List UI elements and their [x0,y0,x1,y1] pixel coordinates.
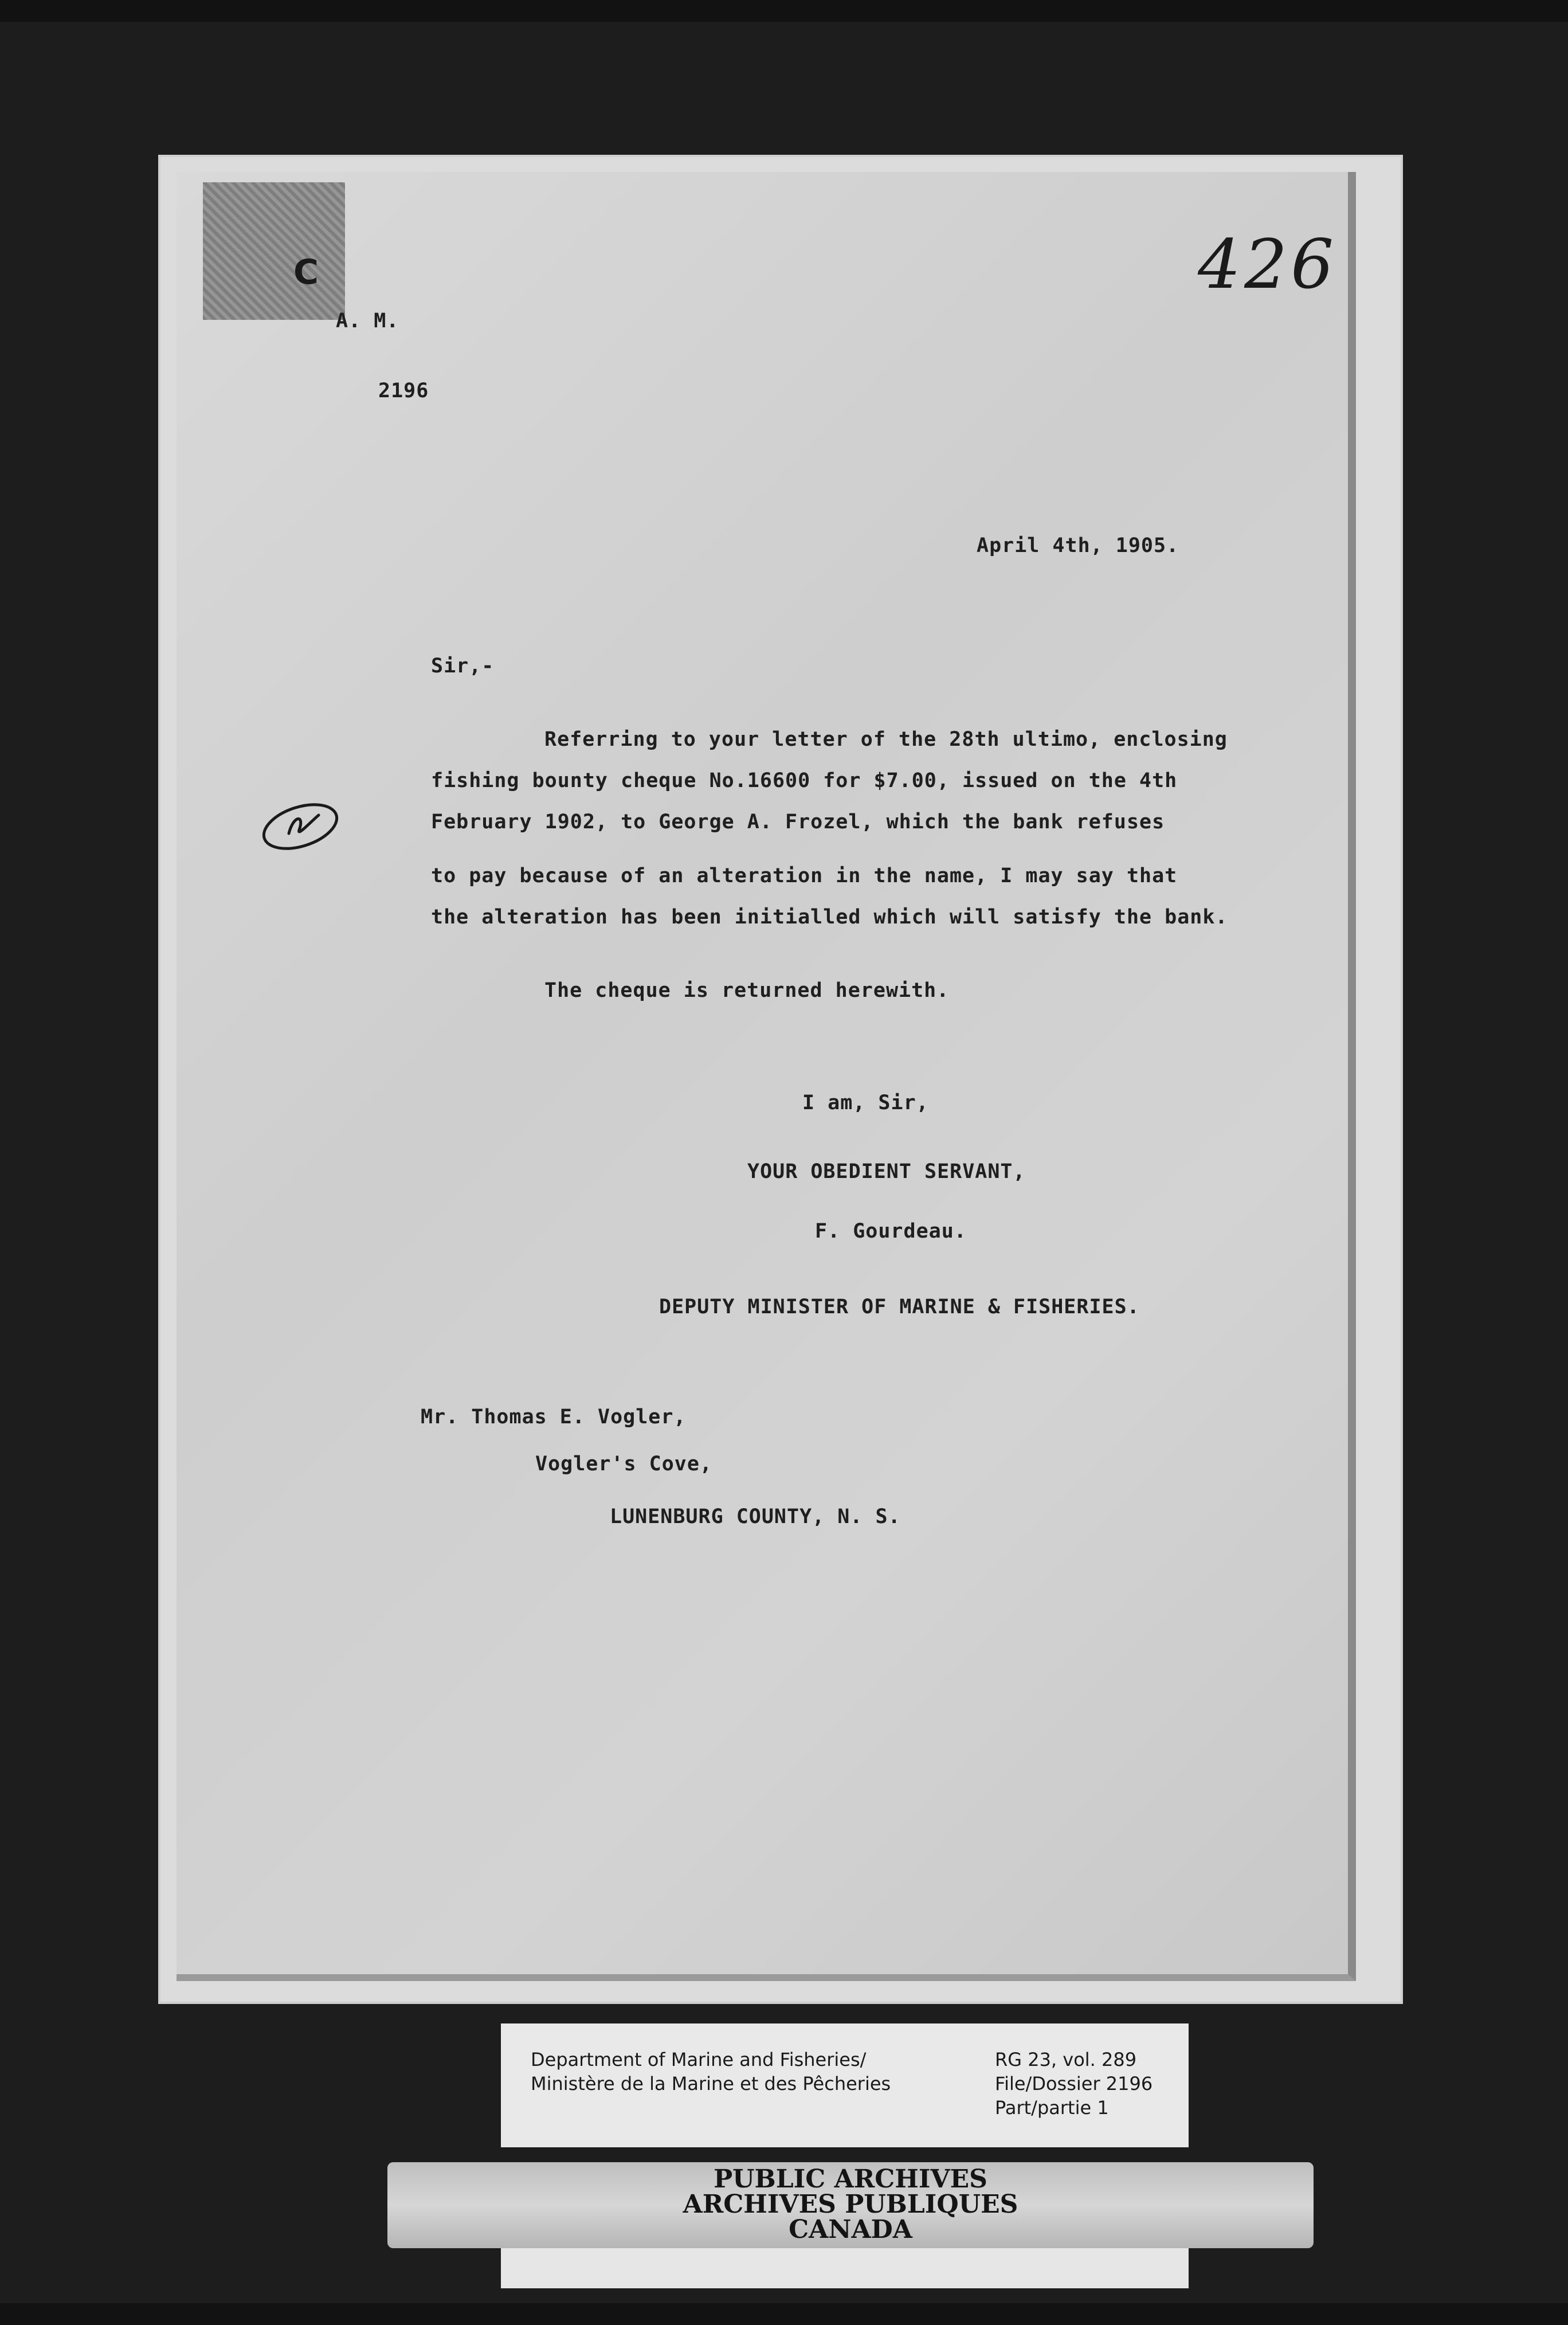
body-line: the alteration has been initialled which will satisfy the bank. [431,906,1228,929]
department-en: Department of Marine and Fisheries/ [531,2049,867,2070]
recipient-county: LUNENBURG COUNTY, N. S. [610,1505,901,1528]
handwritten-margin-mark [259,798,345,853]
body-line: Referring to your letter of the 28th ultimo, enclosing [544,728,1228,751]
part-number: Part/partie 1 [995,2097,1109,2119]
record-group: RG 23, vol. 289 [995,2049,1137,2070]
archives-country: CANADA [789,2215,912,2244]
archives-fr: ARCHIVES PUBLIQUES [683,2190,1018,2219]
closing-line: I am, Sir, [802,1091,929,1114]
body-line: to pay because of an alteration in the name, I may say that [431,864,1178,887]
signer-title: DEPUTY MINISTER OF MARINE & FISHERIES. [659,1295,1140,1318]
signer-name: F. Gourdeau. [815,1220,967,1243]
reference-initials: A. M. [336,310,399,332]
file-reference [995,2048,1153,2120]
archive-label-card [501,2023,1189,2147]
handwritten-page-number: 426 [1198,225,1338,304]
department-fr: Ministère de la Marine et des Pêcheries [531,2073,891,2095]
archives-stamp-strip [387,2162,1314,2248]
closing-paragraph: The cheque is returned herewith. [544,979,950,1002]
salutation: Sir,- [431,655,495,678]
torn-stamp-corner [203,182,345,320]
recipient-name: Mr. Thomas E. Vogler, [421,1406,687,1428]
body-line: fishing bounty cheque No.16600 for $7.00, issued on the 4th [431,769,1178,792]
obedient-servant: YOUR OBEDIENT SERVANT, [747,1160,1026,1183]
recipient-place: Vogler's Cove, [535,1453,713,1475]
body-line: February 1902, to George A. Frozel, which the bank refuses [431,811,1165,833]
file-number: 2196 [378,379,429,402]
letter-date: April 4th, 1905. [977,534,1179,557]
label-card-bottom [501,2248,1189,2288]
corner-letter: C [293,252,319,292]
archives-text [387,2164,1314,2244]
archives-en: PUBLIC ARCHIVES [714,2164,987,2194]
file-dossier: File/Dossier 2196 [995,2073,1153,2095]
letter-sheet [177,172,1356,1981]
department-names [531,2048,891,2096]
